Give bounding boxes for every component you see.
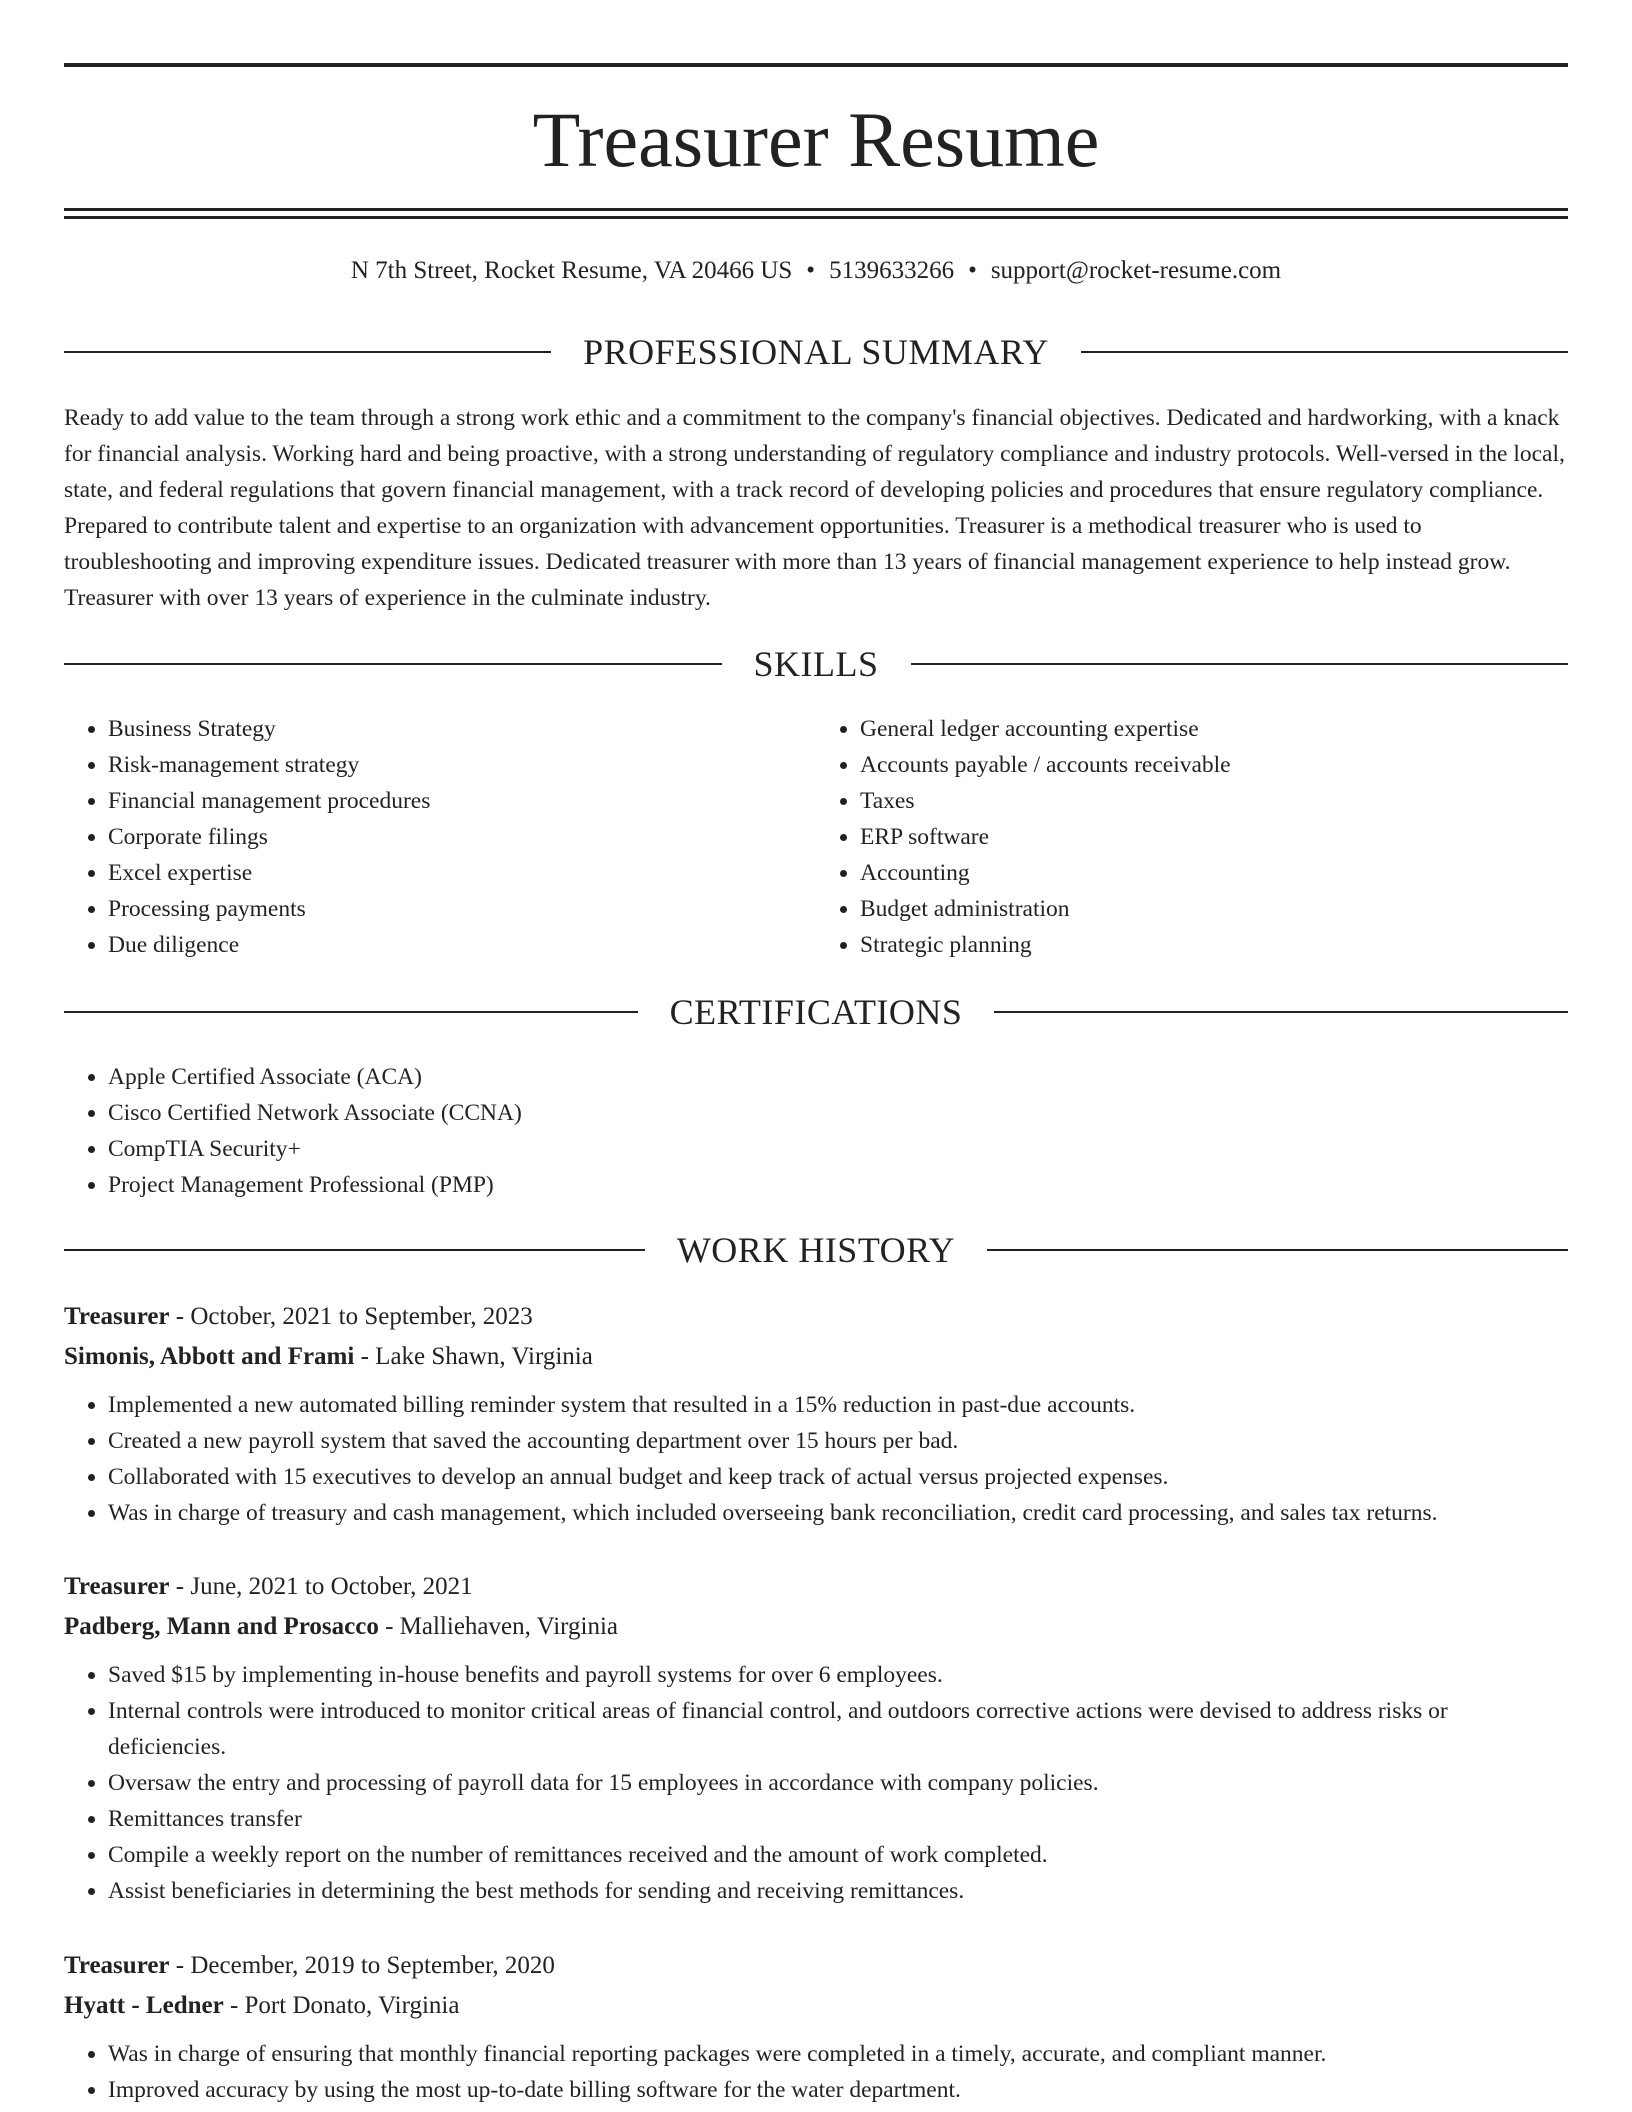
skill-item: • Accounts payable / accounts receivable: [860, 747, 1568, 783]
job-bullets: [64, 1387, 1568, 1531]
skill-item: • Budget administration: [860, 891, 1568, 927]
contact-address: N 7th Street, Rocket Resume, VA 20466 US: [350, 257, 793, 284]
job-company-line: [64, 1607, 1568, 1647]
job-bullet-item: • Created a new payroll system that saved the accounting department over 15 hours per bad.: [108, 1423, 1568, 1459]
skill-item: • Risk-management strategy: [108, 747, 816, 783]
skill-item: • Excel expertise: [108, 855, 816, 891]
skills-section-header: [64, 642, 1568, 686]
skill-item: • Accounting: [860, 855, 1568, 891]
job-dates: - December, 2019 to September, 2020: [169, 1952, 555, 1979]
job-title: Treasurer: [64, 1303, 170, 1330]
skill-item: • Business Strategy: [108, 711, 816, 747]
job-bullet-item: • Implemented a new automated billing reminder system that resulted in a 15% reduction in past-due accounts.: [108, 1387, 1568, 1423]
job-bullet-item: • Collaborated with 15 executives to develop an annual budget and keep track of actual versus projected expenses.: [108, 1459, 1568, 1495]
work-section-header: [64, 1228, 1568, 1272]
skill-item: • General ledger accounting expertise: [860, 711, 1568, 747]
page-title: Treasurer Resume: [532, 96, 1100, 183]
job-title-line: [64, 1567, 1568, 1607]
certifications-list: [64, 1059, 1568, 1203]
job-entry: [64, 1567, 1568, 1909]
skill-item: • Taxes: [860, 783, 1568, 819]
section-divider-right: [994, 1011, 1568, 1013]
section-divider-left: [64, 1011, 638, 1013]
job-company: Padberg, Mann and Prosacco: [64, 1613, 379, 1640]
section-divider-right: [1081, 351, 1568, 353]
certifications-block: [64, 1059, 1568, 1203]
job-bullet-item: • Internal controls were introduced to monitor critical areas of financial control, and outdoors corrective actions were devised to address risks or deficiencies.: [108, 1693, 1568, 1765]
contact-separator: •: [806, 257, 816, 284]
certifications-heading: CERTIFICATIONS: [669, 992, 963, 1032]
skill-item: • Due diligence: [108, 927, 816, 963]
job-bullet-item: • Improved accuracy by using the most up-to-date billing software for the water department.: [108, 2072, 1568, 2108]
skill-item: • Financial management procedures: [108, 783, 816, 819]
title-double-divider: [64, 208, 1568, 219]
job-bullet-item: • Assist beneficiaries in determining the best methods for sending and receiving remittances.: [108, 1873, 1568, 1909]
job-title: Treasurer: [64, 1952, 170, 1979]
certifications-section-header: [64, 990, 1568, 1034]
certification-item: • CompTIA Security+: [108, 1131, 1568, 1167]
job-bullet-item: • Saved $15 by implementing in-house benefits and payroll systems for over 6 employees.: [108, 1657, 1568, 1693]
section-divider-left: [64, 1249, 645, 1251]
contact-email[interactable]: support@rocket-resume.com: [990, 257, 1282, 284]
summary-section-header: [64, 330, 1568, 374]
skill-item: • Processing payments: [108, 891, 816, 927]
job-bullet-item: • Compile a weekly report on the number of remittances received and the amount of work completed.: [108, 1837, 1568, 1873]
job-dates: - October, 2021 to September, 2023: [169, 1303, 533, 1330]
certification-item: • Cisco Certified Network Associate (CCNA): [108, 1095, 1568, 1131]
section-divider-right: [987, 1249, 1568, 1251]
section-divider-left: [64, 351, 551, 353]
job-location: - Lake Shawn, Virginia: [354, 1343, 593, 1370]
job-bullet-item: • Was in charge of treasury and cash management, which included overseeing bank reconciliation, credit card processing, and sales tax returns.: [108, 1495, 1568, 1531]
skill-item: • Strategic planning: [860, 927, 1568, 963]
job-title-line: [64, 1946, 1568, 1986]
job-title-line: [64, 1297, 1568, 1337]
job-bullet-item: • Oversaw the entry and processing of payroll data for 15 employees in accordance with company policies.: [108, 1765, 1568, 1801]
job-location: - Malliehaven, Virginia: [378, 1613, 619, 1640]
skill-item: • Corporate filings: [108, 819, 816, 855]
skills-list-right: [816, 711, 1568, 963]
contact-phone[interactable]: 5139633266: [829, 257, 955, 284]
job-company-line: [64, 1337, 1568, 1377]
job-title: Treasurer: [64, 1573, 170, 1600]
contact-separator: •: [968, 257, 977, 284]
skills-columns: [64, 711, 1568, 963]
job-company-line: [64, 1986, 1568, 2026]
job-bullet-item: • Was in charge of ensuring that monthly financial reporting packages were completed in a timely, accurate, and compliant manner.: [108, 2036, 1568, 2072]
section-divider-right: [911, 663, 1569, 665]
skill-item: • ERP software: [860, 819, 1568, 855]
certification-item: • Project Management Professional (PMP): [108, 1167, 1568, 1203]
job-bullets: [64, 1657, 1568, 1909]
job-entry: [64, 1297, 1568, 1531]
certification-item: • Apple Certified Associate (ACA): [108, 1059, 1568, 1095]
job-company: Simonis, Abbott and Frami: [64, 1343, 355, 1370]
skills-list-left: [64, 711, 816, 963]
work-heading: WORK HISTORY: [676, 1230, 956, 1270]
job-company: Hyatt - Ledner: [64, 1992, 224, 2019]
job-location: - Port Donato, Virginia: [223, 1992, 460, 2019]
job-dates: - June, 2021 to October, 2021: [169, 1573, 473, 1600]
section-divider-left: [64, 663, 722, 665]
job-bullet-item: • Remittances transfer: [108, 1801, 1568, 1837]
skills-heading: SKILLS: [753, 644, 879, 684]
top-divider: [64, 63, 1568, 67]
summary-heading: PROFESSIONAL SUMMARY: [583, 332, 1049, 372]
job-entry: [64, 1946, 1568, 2108]
summary-text: Ready to add value to the team through a strong work ethic and a commitment to the company's financial objectives. Dedicated and hardworking, with a knack for financial analysis. Working hard and being proactive, with a strong understanding of regulatory compliance and industry protocols. Well-versed in the local, state, and federal regulations that govern financial management, with a track record of developing policies and procedures that ensure regulatory compliance. Prepared to contribute talent and expertise to an organization with advancement opportunities. Treasurer is a methodical treasurer who is used to troubleshooting and improving expenditure issues. Dedicated treasurer with more than 13 years of financial management experience to help instead grow. Treasurer with over 13 years of experience in the culminate industry.: [64, 405, 1565, 611]
job-bullets: [64, 2036, 1568, 2108]
contact-line: [64, 254, 1568, 288]
